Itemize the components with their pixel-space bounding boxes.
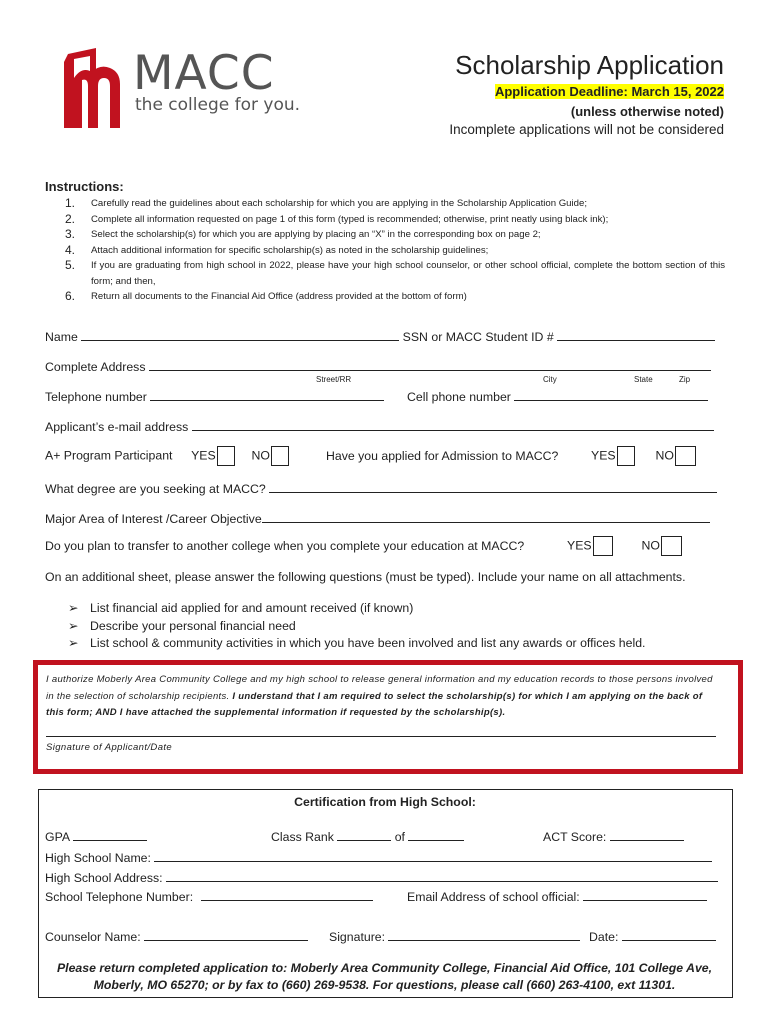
official-email-field[interactable]: [583, 887, 707, 901]
hs-address-row: [45, 868, 718, 885]
instruction-item: [45, 227, 725, 243]
date-label: Date:: [589, 930, 619, 944]
class-rank-field[interactable]: [337, 827, 391, 841]
email-label: Applicant’s e-mail address: [45, 420, 189, 434]
state-hint: State: [634, 375, 653, 384]
page-title: Scholarship Application: [455, 50, 724, 80]
question-text: Describe your personal financial need: [90, 618, 296, 633]
instruction-text: Complete all information requested on page 1 of this form (typed is recommended; otherwise, print neatly using black ink);: [91, 213, 609, 225]
instruction-text: Carefully read the guidelines about each scholarship for which you are applying in the Scholarship Application Guide;: [91, 198, 587, 209]
instruction-item: [45, 243, 725, 259]
instruction-number: 3.: [65, 227, 76, 241]
instruction-number: 1.: [65, 196, 76, 210]
instruction-text: If you are graduating from high school in 2022, please have your high school counselor, or other school official, complete the bottom section of this form; and then,: [91, 260, 725, 287]
school-phone-label: School Telephone Number:: [45, 890, 194, 904]
telephone-row: [45, 387, 384, 404]
list-item: [68, 618, 645, 636]
gpa-label: GPA: [45, 830, 70, 844]
email-field[interactable]: [192, 417, 714, 431]
authorization-bold: I understand that I am required to select the scholarship(s) for which I am applying on the back of this form; AND I have attached the supplemental information if requested by the scholarship(s).: [46, 690, 703, 718]
logo-tagline: the college for you.: [135, 95, 301, 115]
transfer-yes-checkbox[interactable]: [593, 536, 613, 556]
ssn-label: SSN or MACC Student ID #: [402, 330, 554, 344]
hs-name-field[interactable]: [154, 848, 712, 862]
major-label: Major Area of Interest /Career Objective: [45, 512, 262, 526]
address-label: Complete Address: [45, 360, 146, 374]
street-hint: Street/RR: [316, 375, 352, 384]
counselor-signature-row: [329, 927, 580, 944]
hs-name-row: [45, 848, 712, 865]
act-row: [543, 827, 684, 844]
deadline-note: (unless otherwise noted): [570, 104, 724, 119]
major-field[interactable]: [262, 509, 710, 523]
act-field[interactable]: [610, 827, 684, 841]
instructions-heading: Instructions:: [45, 179, 124, 194]
aplus-yes-label: YES: [191, 448, 216, 463]
transfer-no-label: NO: [641, 538, 660, 553]
authorization-plain: I authorize Moberly Area Community College and my high school to release general information and my education records to those persons involved in the selection of scholarship recipients.: [46, 674, 713, 702]
city-hint: City: [543, 375, 557, 384]
additional-sheet-text: On an additional sheet, please answer the following questions (must be typed). Include your name on all attachments.: [45, 570, 686, 584]
arrow-bullet-icon: ➢: [68, 618, 79, 633]
address-field[interactable]: [149, 357, 711, 371]
transfer-yes-label: YES: [567, 538, 592, 553]
date-field[interactable]: [622, 927, 716, 941]
major-row: [45, 509, 710, 526]
instruction-item: [45, 212, 725, 228]
transfer-no-checkbox[interactable]: [661, 536, 682, 556]
instruction-number: 2.: [65, 211, 76, 226]
hs-address-field[interactable]: [166, 868, 718, 882]
macc-logo-icon: [60, 44, 124, 130]
instruction-number: 6.: [65, 289, 76, 303]
question-text: List school & community activities in which you have been involved and list any awards or offices held.: [90, 636, 646, 650]
instruction-number: 4.: [65, 242, 76, 257]
address-row: [45, 357, 711, 374]
ssn-field[interactable]: [557, 327, 715, 341]
list-item: [68, 600, 645, 618]
school-phone-row: [45, 887, 373, 904]
school-phone-field[interactable]: [201, 887, 373, 901]
class-size-field[interactable]: [408, 827, 464, 841]
instruction-item: [45, 258, 725, 289]
gpa-row: [45, 827, 147, 844]
counselor-field[interactable]: [144, 927, 308, 941]
act-label: ACT Score:: [543, 830, 607, 844]
telephone-field[interactable]: [150, 387, 384, 401]
class-rank-row: [271, 827, 464, 844]
cell-row: [407, 387, 708, 404]
admission-no-checkbox[interactable]: [675, 446, 696, 466]
admission-yes-checkbox[interactable]: [617, 446, 635, 466]
aplus-yes-checkbox[interactable]: [217, 446, 235, 466]
aplus-no-checkbox[interactable]: [271, 446, 289, 466]
aplus-label: A+ Program Participant: [45, 448, 173, 463]
arrow-bullet-icon: ➢: [68, 636, 79, 650]
return-line-2: Moberly, MO 65270; or by fax to (660) 269-9538. For questions, please call (660) 263-4100, ext 11301.: [93, 978, 676, 992]
applicant-signature-label: Signature of Applicant/Date: [46, 742, 173, 753]
certification-title: Certification from High School:: [294, 795, 476, 809]
applicant-signature-field[interactable]: [46, 724, 716, 737]
zip-hint: Zip: [679, 375, 691, 384]
questions-list: [68, 600, 645, 653]
arrow-bullet-icon: ➢: [68, 601, 79, 615]
hs-name-label: High School Name:: [45, 851, 151, 865]
official-email-row: [407, 887, 707, 904]
instructions-list: [45, 196, 725, 305]
class-rank-label: Class Rank: [271, 830, 334, 844]
logo-wordmark: MACC: [133, 46, 275, 101]
counselor-signature-field[interactable]: [388, 927, 580, 941]
incomplete-warning: Incomplete applications will not be considered: [449, 122, 724, 137]
instruction-number: 5.: [65, 258, 76, 272]
name-label: Name: [45, 330, 78, 344]
email-row: [45, 417, 714, 434]
hs-address-label: High School Address:: [45, 871, 163, 885]
instruction-item: [45, 289, 725, 305]
telephone-label: Telephone number: [45, 390, 147, 404]
instruction-text: Return all documents to the Financial Aid Office (address provided at the bottom of form): [91, 291, 467, 302]
date-row: [589, 927, 716, 944]
admission-no-label: NO: [655, 448, 674, 463]
admission-yes-label: YES: [591, 448, 616, 463]
transfer-options: [567, 536, 682, 556]
name-field[interactable]: [81, 327, 399, 341]
cell-field[interactable]: [514, 387, 708, 401]
admission-options: [591, 446, 696, 466]
instruction-text: Select the scholarship(s) for which you are applying by placing an “X” in the corresponding box on page 2;: [91, 229, 541, 240]
degree-row: [45, 479, 717, 496]
degree-label: What degree are you seeking at MACC?: [45, 482, 266, 496]
counselor-label: Counselor Name:: [45, 930, 141, 944]
counselor-row: [45, 927, 308, 944]
cell-label: Cell phone number: [407, 390, 511, 404]
gpa-field[interactable]: [73, 827, 147, 841]
aplus-row: [45, 446, 289, 466]
transfer-label: Do you plan to transfer to another college when you complete your education at MACC?: [45, 539, 525, 553]
list-item: [68, 635, 645, 653]
return-line-1: Please return completed application to: Moberly Area Community College, Financial Aid Office, 101 College Ave,: [56, 961, 713, 975]
authorization-text: [46, 672, 722, 722]
question-text: List financial aid applied for and amount received (if known): [90, 601, 414, 615]
official-email-label: Email Address of school official:: [407, 890, 580, 904]
return-instructions: [38, 960, 731, 994]
degree-field[interactable]: [269, 479, 717, 493]
counselor-signature-label: Signature:: [329, 930, 386, 944]
admission-label: Have you applied for Admission to MACC?: [326, 449, 559, 463]
deadline-text: Application Deadline: March 15, 2022: [494, 84, 724, 99]
of-label: of: [394, 830, 405, 844]
instruction-item: [45, 196, 725, 212]
instruction-text: Attach additional information for specific scholarship(s) as noted in the scholarship guidelines;: [91, 244, 489, 256]
aplus-no-label: NO: [251, 448, 270, 463]
name-row: [45, 327, 715, 344]
